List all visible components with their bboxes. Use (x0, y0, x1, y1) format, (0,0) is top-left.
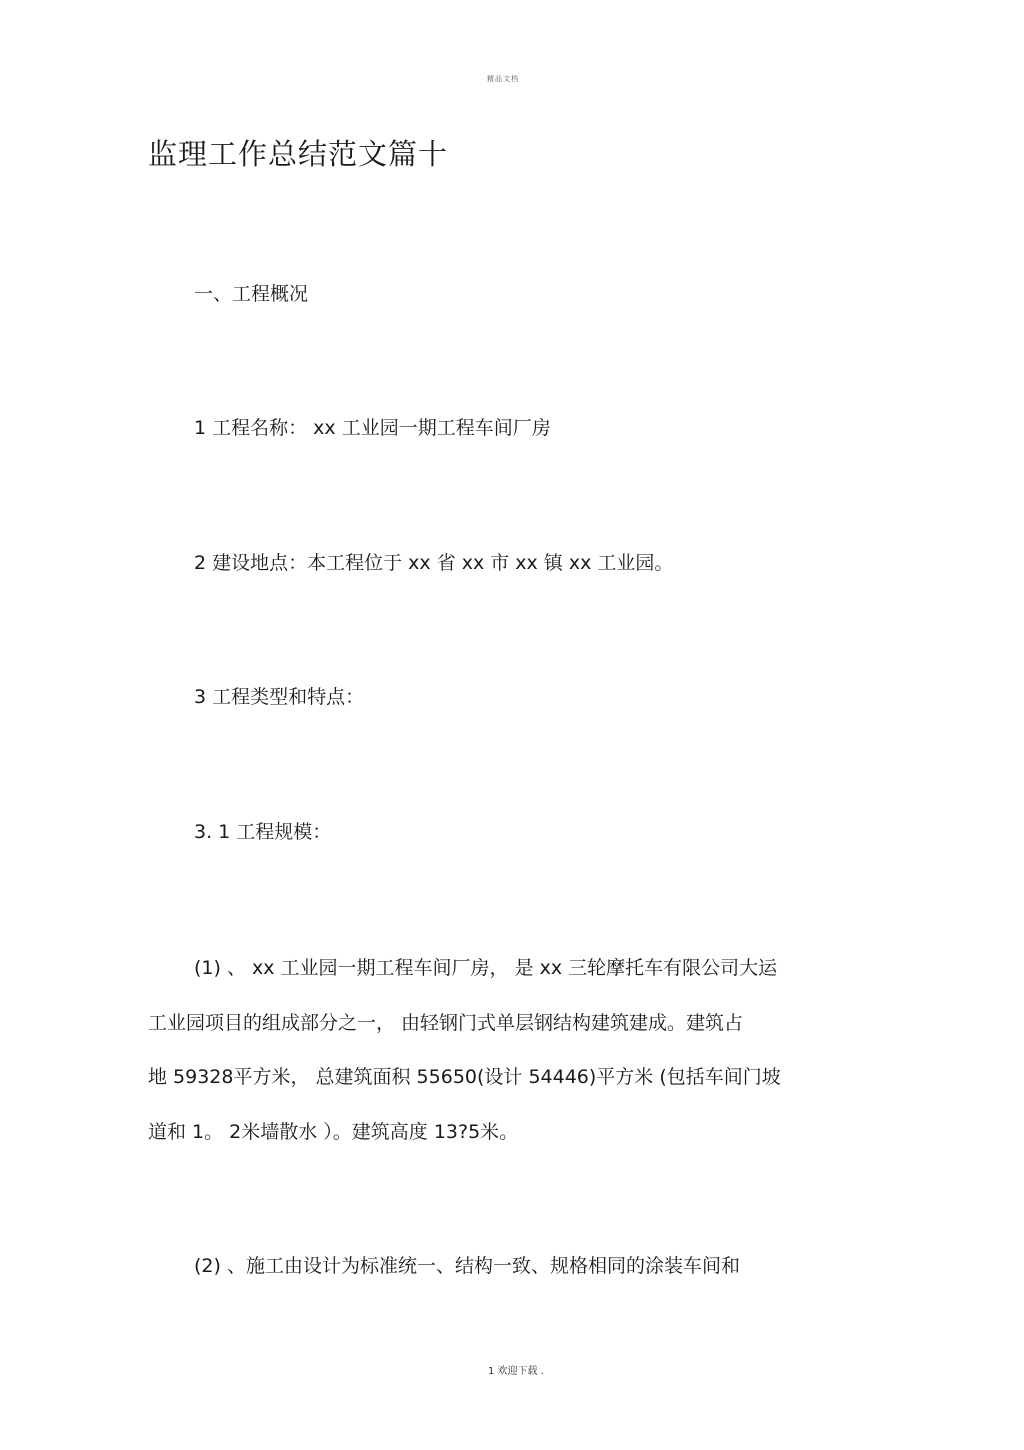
section-heading-project-overview: 一、工程概况 (194, 283, 309, 305)
item-project-name: 1 工程名称： xx 工业园一期工程车间厂房 (194, 417, 551, 439)
item-construction-site: 2 建设地点：本工程位于 xx 省 xx 市 xx 镇 xx 工业园。 (194, 552, 674, 574)
paragraph-1-line-3: 地 59328平方米， 总建筑面积 55650(设计 54446)平方米 (包括车间门坡 (148, 1066, 781, 1088)
item-project-scale: 3. 1 工程规模： (194, 821, 332, 843)
paragraph-1-line-2: 工业园项目的组成部分之一， 由轻钢门式单层钢结构建筑建成。建筑占 (148, 1012, 744, 1034)
item-project-type: 3 工程类型和特点： (194, 686, 365, 708)
header-watermark: 精品文档 (487, 75, 519, 83)
paragraph-1-line-4: 道和 1。 2米墙散水 ）。建筑高度 13?5米。 (148, 1121, 519, 1143)
paragraph-2-line-1: (2) 、施工由设计为标准统一、结构一致、规格相同的涂装车间和 (194, 1255, 740, 1277)
footer-page-mark: 1 欢迎下载 . (488, 1366, 544, 1377)
paragraph-1-line-1: (1) 、 xx 工业园一期工程车间厂房， 是 xx 三轮摩托车有限公司大运 (194, 957, 778, 979)
document-title: 监理工作总结范文篇十 (148, 137, 449, 171)
